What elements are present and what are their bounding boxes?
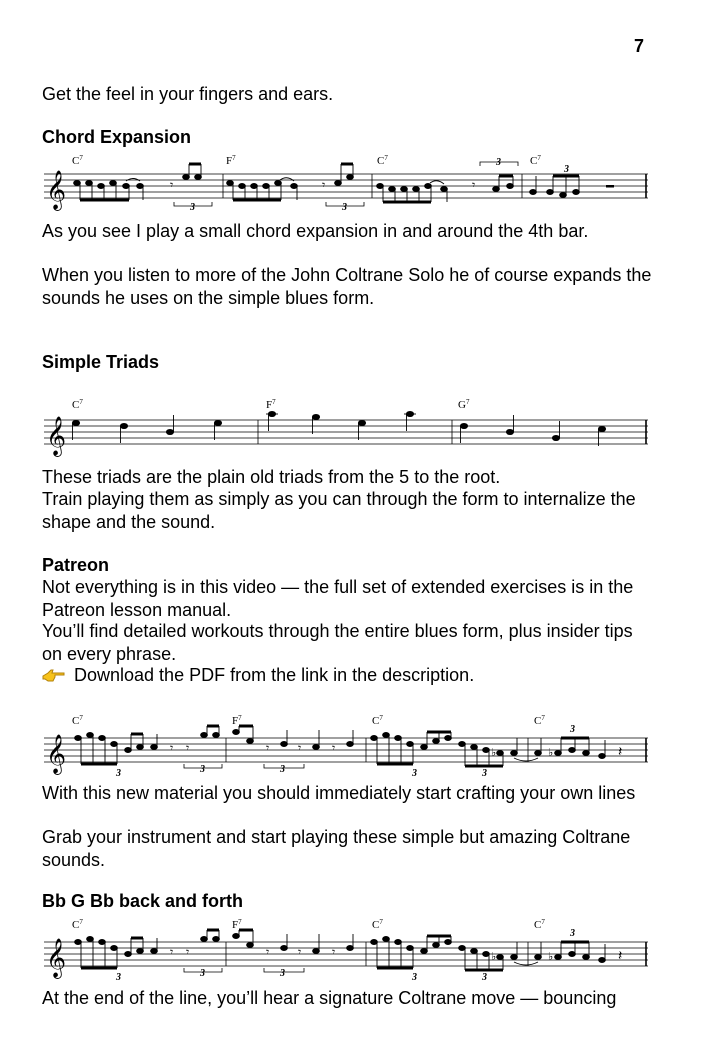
download-line[interactable] xyxy=(42,664,652,687)
triads-training-text: Train playing them as simply as you can through the form to internalize the shape and the sound. xyxy=(42,489,636,532)
section-heading-patreon: Patreon xyxy=(42,555,110,575)
svg-text:𝄾: 𝄾 xyxy=(170,945,174,959)
patreon-text: Not everything is in this video — the full set of extended exercises is in the Patreon lesson manual. xyxy=(42,577,634,620)
signature-move-text: At the end of the line, you’ll hear a signature Coltrane move — bouncing xyxy=(42,988,617,1008)
svg-text:𝄾: 𝄾 xyxy=(266,945,270,959)
treble-clef-icon: 𝄞 xyxy=(46,416,67,456)
svg-text:𝄾: 𝄾 xyxy=(170,741,174,755)
svg-text:𝄾: 𝄾 xyxy=(170,178,174,192)
treble-clef-icon: 𝄞 xyxy=(46,170,67,210)
triplet-number: 3 xyxy=(570,928,575,939)
triplet-number: 3 xyxy=(412,768,417,779)
svg-text:𝄾: 𝄾 xyxy=(332,945,336,959)
chord-label: $C^7$ xyxy=(372,714,383,727)
svg-text:𝄾: 𝄾 xyxy=(186,945,190,959)
svg-text:𝄾: 𝄾 xyxy=(298,945,302,959)
svg-text:𝄾: 𝄾 xyxy=(472,178,476,192)
treble-clef-icon: 𝄞 xyxy=(46,938,67,978)
chord-label: $C^7$ xyxy=(72,398,83,411)
download-text: Download the PDF from the link in the description. xyxy=(74,665,475,685)
chord-label: $C^7$ xyxy=(534,918,545,931)
svg-text:♭: ♭ xyxy=(548,951,554,963)
triplet-number: 3 xyxy=(482,768,487,779)
triplet-number: 3 xyxy=(116,768,121,779)
chord-label: $F^7$ xyxy=(226,154,236,167)
svg-text:𝄽: 𝄽 xyxy=(618,947,623,963)
coltrane-solo-text: When you listen to more of the John Coltrane Solo he of course expands the sounds he uses on the simple blues form. xyxy=(42,265,652,308)
staff-chord-expansion xyxy=(44,152,648,214)
pointing-hand-icon xyxy=(42,668,66,684)
chord-label: $C^7$ xyxy=(72,714,83,727)
chord-label: $F^7$ xyxy=(266,398,276,411)
intro-text: Get the feel in your fingers and ears. xyxy=(42,84,334,104)
page-number: 7 xyxy=(633,36,644,56)
patreon-workouts-text: You’ll find detailed workouts through the entire blues form, plus insider tips on every phrase. xyxy=(42,621,633,664)
chord-label: $F^7$ xyxy=(232,714,242,727)
svg-text:♭: ♭ xyxy=(491,951,497,963)
chord-expansion-text: As you see I play a small chord expansion in and around the 4th bar. xyxy=(42,221,589,241)
triplet-number: 3 xyxy=(200,968,205,979)
treble-clef-icon: 𝄞 xyxy=(46,734,67,774)
triplet-number: 3 xyxy=(482,972,487,983)
staff-new-material xyxy=(44,712,648,780)
triplet-bracket xyxy=(174,162,518,206)
triplet-number: 3 xyxy=(342,202,347,213)
triads-text: These triads are the plain old triads from the 5 to the root. xyxy=(42,467,501,487)
staff-simple-triads xyxy=(44,396,648,458)
triplet-number: 3 xyxy=(190,202,195,213)
svg-text:𝄾: 𝄾 xyxy=(186,741,190,755)
triplet-number: 3 xyxy=(280,764,285,775)
section-heading-chord-expansion: Chord Expansion xyxy=(42,127,192,147)
triplet-number: 3 xyxy=(412,972,417,983)
svg-text:𝄾: 𝄾 xyxy=(332,741,336,755)
svg-text:𝄾: 𝄾 xyxy=(266,741,270,755)
triplet-number: 3 xyxy=(496,157,501,168)
grab-instrument-text: Grab your instrument and start playing these simple but amazing Coltrane sounds. xyxy=(42,827,631,870)
svg-text:𝄽: 𝄽 xyxy=(618,743,623,759)
svg-text:♭: ♭ xyxy=(491,747,497,759)
section-heading-simple-triads: Simple Triads xyxy=(42,352,160,372)
svg-text:𝄾: 𝄾 xyxy=(298,741,302,755)
chord-label: $F^7$ xyxy=(232,918,242,931)
chord-label: $C^7$ xyxy=(530,154,541,167)
triplet-number: 3 xyxy=(116,972,121,983)
triplet-number: 3 xyxy=(200,764,205,775)
chord-label: $C^7$ xyxy=(72,918,83,931)
svg-text:♭: ♭ xyxy=(548,747,554,759)
chord-label: $G^7$ xyxy=(458,398,470,411)
new-material-text: With this new material you should immediately start crafting your own lines xyxy=(42,783,636,803)
staff-bb-g-bb xyxy=(44,916,648,984)
triplet-number: 3 xyxy=(280,968,285,979)
section-heading-bb-g-bb: Bb G Bb back and forth xyxy=(42,891,244,911)
chord-label: $C^7$ xyxy=(377,154,388,167)
triplet-number: 3 xyxy=(570,724,575,735)
chord-label: $C^7$ xyxy=(534,714,545,727)
chord-label: $C^7$ xyxy=(72,154,83,167)
svg-text:𝄾: 𝄾 xyxy=(322,178,326,192)
chord-label: $C^7$ xyxy=(372,918,383,931)
triplet-number: 3 xyxy=(564,164,569,175)
